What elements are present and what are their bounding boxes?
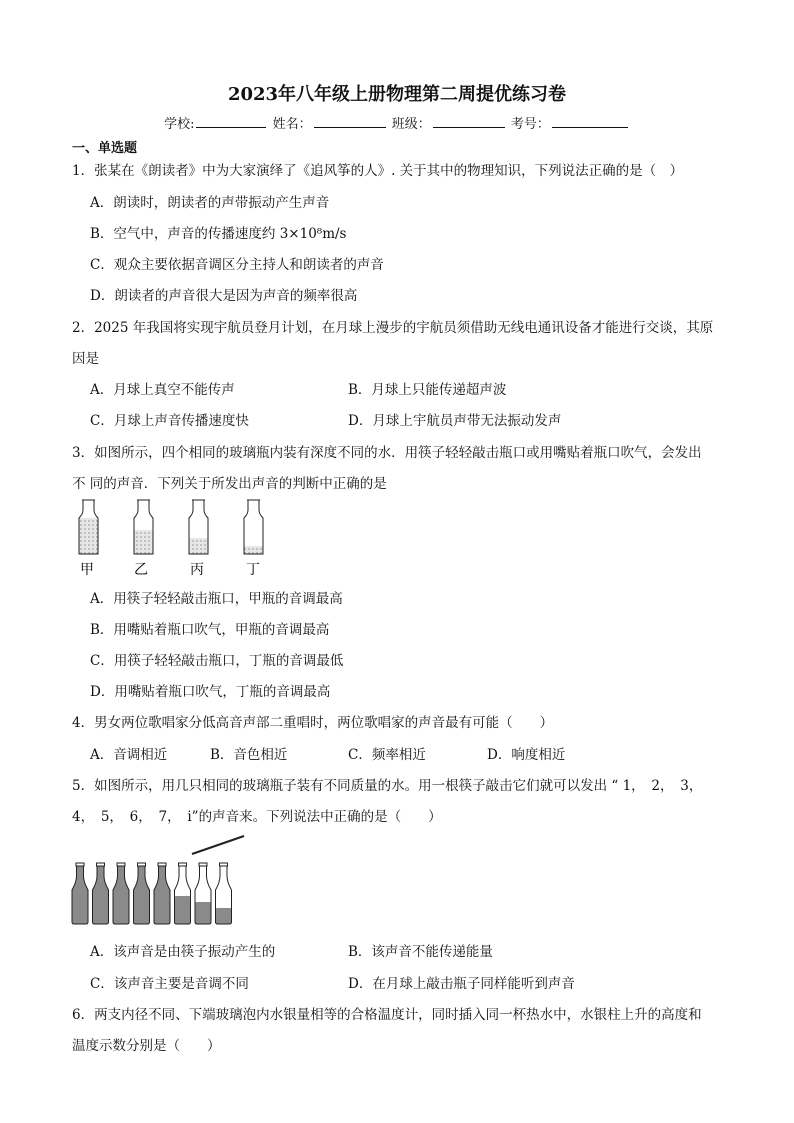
bottle-lip: [220, 863, 228, 866]
bottle-outline: [113, 866, 129, 924]
question-3-stem-line-1: 3．如图所示，四个相同的玻璃瓶内装有深度不同的水．用筷子轻轻敲击瓶口或用嘴贴着瓶口吹气，会发出: [72, 445, 702, 461]
question-2-option-b: B．月球上只能传递超声波: [348, 382, 507, 398]
question-4-option-d: D．响度相近: [487, 747, 566, 763]
question-4-option-b: B．音色相近: [210, 747, 288, 763]
question-5-option-a: A．该声音是由筷子振动产生的: [90, 944, 276, 960]
eight-bottles-figure: [68, 832, 248, 928]
question-1-option-d: D．朗读者的声音很大是因为声音的频率很高: [90, 288, 358, 304]
name-blank: [314, 115, 386, 128]
bottle-6: [175, 863, 191, 924]
bottle-3: [113, 863, 129, 924]
question-3-stem-line-2: 不 同的声音．下列关于所发出声音的判断中正确的是: [72, 476, 387, 492]
bottle-jia: [79, 500, 98, 554]
bottle-lip: [138, 863, 146, 866]
question-1-stem: 1．张某在《朗读者》中为大家演绎了《追风筝的人》. 关于其中的物理知识，下列说法正确的是（ ）: [72, 163, 684, 179]
student-info-line: [0, 113, 794, 132]
question-1-option-b: B．空气中，声音的传播速度约 3×10⁸m/s: [90, 226, 347, 242]
bottle-water: [175, 896, 191, 924]
question-5-option-c: C．该声音主要是音调不同: [90, 976, 249, 992]
question-4-stem: 4．男女两位歌唱家分低高音声部二重唱时，两位歌唱家的声音最有可能（ ）: [72, 715, 554, 731]
label-ding: 丁: [246, 562, 260, 578]
bottle-4: [134, 863, 150, 924]
bottle-bing: [189, 500, 208, 554]
school-blank: [196, 115, 266, 128]
class-blank: [433, 115, 505, 128]
bottle-8: [216, 863, 232, 924]
bottle-outline: [93, 866, 109, 924]
bottle-lip: [117, 863, 125, 866]
page-title: 2023年八年级上册物理第二周提优练习卷: [227, 84, 567, 105]
bottle-water: [216, 908, 232, 924]
bottle-lip: [179, 863, 187, 866]
bottle-ding: [244, 500, 263, 554]
question-6-stem-line-1: 6．两支内径不同、下端玻璃泡内水银量相等的合格温度计，同时插入同一杯热水中，水银柱上升的高度和: [72, 1007, 702, 1023]
bottle-lip: [199, 863, 207, 866]
bottle-lip: [97, 863, 105, 866]
question-1-option-c: C．观众主要依据音调区分主持人和朗读者的声音: [90, 257, 384, 273]
bottle-lip: [76, 863, 84, 866]
label-jia: 甲: [80, 562, 94, 578]
question-5-stem-line-2: 4， 5， 6， 7， i”的声音来。下列说法中正确的是（ ）: [72, 809, 442, 825]
question-3-option-a: A．用筷子轻轻敲击瓶口，甲瓶的音调最高: [90, 591, 343, 607]
bottle-1: [72, 863, 88, 924]
section-heading: 一、单选题: [72, 141, 138, 156]
question-5-option-b: B．该声音不能传递能量: [348, 944, 493, 960]
question-1-option-a: A．朗读时，朗读者的声带振动产生声音: [90, 195, 330, 211]
exam-no-label: 考号：: [510, 117, 550, 132]
question-3-option-c: C．用筷子轻轻敲击瓶口，丁瓶的音调最低: [90, 653, 344, 669]
exam-no-blank: [552, 115, 628, 128]
bottle-outline: [154, 866, 170, 924]
chopstick: [192, 836, 244, 854]
bottle-lip: [158, 863, 166, 866]
question-2-stem-line-1: 2．2025 年我国将实现宇航员登月计划，在月球上漫步的宇航员须借助无线电通讯设备才能进行交谈，其原: [72, 320, 714, 336]
class-label: 班级：: [391, 117, 431, 132]
bottle-outline: [72, 866, 88, 924]
question-2-option-a: A．月球上真空不能传声: [90, 382, 235, 398]
label-bing: 丙: [190, 562, 204, 578]
question-5-option-d: D．在月球上敲击瓶子同样能听到声音: [348, 976, 575, 992]
label-yi: 乙: [134, 562, 148, 578]
question-6-stem-line-2: 温度示数分别是（ ）: [72, 1038, 221, 1054]
question-2-stem-line-2: 因是: [72, 351, 99, 367]
question-2-option-d: D．月球上宇航员声带无法振动发声: [348, 413, 562, 429]
bottle-water: [195, 902, 211, 924]
bottle-yi: [134, 500, 153, 554]
question-3-option-b: B．用嘴贴着瓶口吹气，甲瓶的音调最高: [90, 622, 330, 638]
bottle-outline: [134, 866, 150, 924]
name-label: 姓名：: [272, 117, 312, 132]
bottle-5: [154, 863, 170, 924]
question-4-option-a: A．音调相近: [90, 747, 168, 763]
bottle-7: [195, 863, 211, 924]
question-2-option-c: C．月球上声音传播速度快: [90, 413, 249, 429]
question-3-option-d: D．用嘴贴着瓶口吹气，丁瓶的音调最高: [90, 684, 331, 700]
bottle-2: [93, 863, 109, 924]
four-bottles-figure: [68, 496, 288, 582]
question-4-option-c: C．频率相近: [348, 747, 426, 763]
question-5-stem-line-1: 5．如图所示，用几只相同的玻璃瓶子装有不同质量的水。用一根筷子敲击它们就可以发出 “ 1， 2， 3，: [72, 778, 703, 794]
school-label: 学校:: [164, 117, 195, 132]
